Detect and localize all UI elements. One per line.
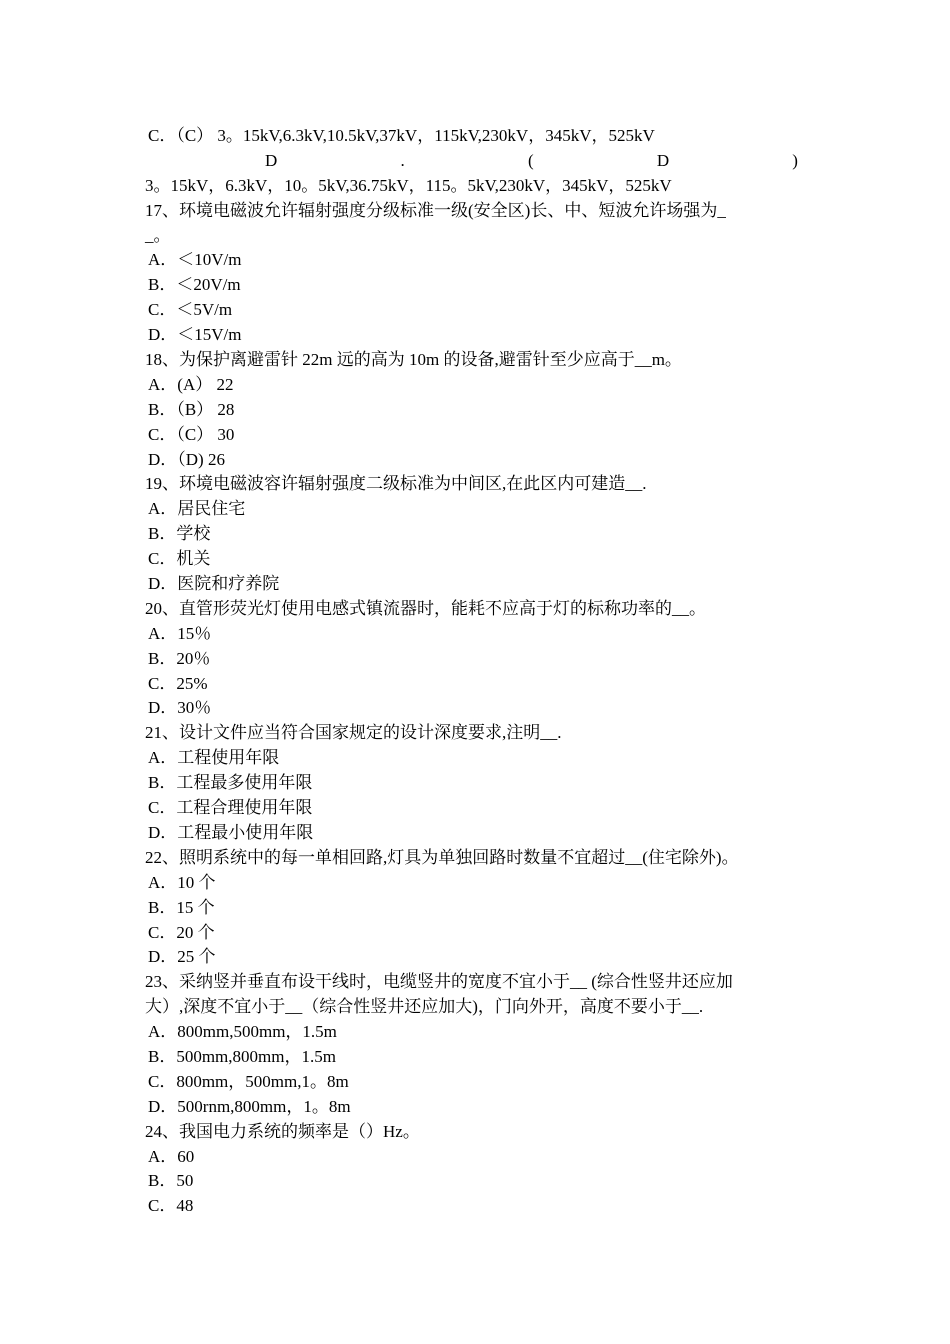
question-text-line: 22、照明系统中的每一单相回路,灯具为单独回路时数量不宜超过__(住宅除外)。 bbox=[145, 847, 739, 867]
answer-option: A．工程使用年限 bbox=[148, 748, 280, 768]
justified-fragment: ( bbox=[527, 150, 534, 170]
answer-option: A．居民住宅 bbox=[148, 499, 246, 519]
question-text-line: 17、环境电磁波允许辐射强度分级标准一级(安全区)长、中、短波允许场强为_ bbox=[145, 200, 726, 220]
question-text-line: 19、环境电磁波容许辐射强度二级标准为中间区,在此区内可建造__. bbox=[145, 474, 647, 494]
justified-fragment: ) bbox=[792, 150, 798, 170]
question-text-line: 18、为保护离避雷针 22m 远的高为 10m 的设备,避雷针至少应高于__m。 bbox=[145, 350, 682, 370]
answer-option: A．800mm,500mm，1.5m bbox=[148, 1022, 337, 1042]
answer-option: A．10 个 bbox=[148, 872, 216, 892]
answer-option: B．500mm,800mm，1.5m bbox=[148, 1046, 336, 1066]
answer-option: D．25 个 bbox=[148, 947, 216, 967]
answer-option: C．800mm，500mm,1。8m bbox=[148, 1071, 349, 1091]
exam-text-body bbox=[145, 124, 810, 1219]
question-text-line: 21、设计文件应当符合国家规定的设计深度要求,注明__. bbox=[145, 723, 562, 743]
answer-option: A．60 bbox=[148, 1146, 195, 1166]
answer-option: B．20％ bbox=[148, 648, 211, 668]
answer-option: B．50 bbox=[148, 1171, 194, 1191]
justified-fragment: D bbox=[265, 150, 278, 170]
answer-option: B．工程最多使用年限 bbox=[148, 773, 313, 793]
answer-option: B．（B） 28 bbox=[148, 399, 235, 419]
answer-option: C．25% bbox=[148, 673, 208, 693]
answer-option: C．机关 bbox=[148, 549, 211, 569]
answer-option: D．（D) 26 bbox=[148, 449, 225, 469]
answer-option: C．48 bbox=[148, 1196, 194, 1216]
answer-option: B．学校 bbox=[148, 524, 211, 544]
answer-option: C．工程合理使用年限 bbox=[148, 798, 313, 818]
question-text-line: 20、直管形荧光灯使用电感式镇流器时，能耗不应高于灯的标称功率的__。 bbox=[145, 598, 706, 618]
question-text-line: 24、我国电力系统的频率是（）Hz。 bbox=[145, 1121, 420, 1141]
answer-option: B．＜20V/m bbox=[148, 275, 241, 295]
justified-fragment: D bbox=[656, 150, 670, 170]
answer-option: D．500rnm,800mm，1。8m bbox=[148, 1096, 351, 1116]
question-text-line: 3。15kV，6.3kV，10。5kV,36.75kV，115。5kV,230kV，345kV，525kV bbox=[145, 175, 672, 195]
question-text-line: _。 bbox=[145, 225, 171, 245]
answer-option: C．（C） 30 bbox=[148, 424, 235, 444]
answer-option: D．医院和疗养院 bbox=[148, 574, 280, 594]
answer-option: D．＜15V/m bbox=[148, 325, 242, 345]
answer-option: D．30％ bbox=[148, 698, 212, 718]
question-text-line: 大）,深度不宜小于__（综合性竖井还应加大)，门向外开，高度不要小于__. bbox=[145, 997, 704, 1017]
answer-option: A．(A） 22 bbox=[148, 374, 234, 394]
answer-option: A．＜10V/m bbox=[148, 250, 242, 270]
answer-option: B．15 个 bbox=[148, 897, 215, 917]
question-text-line: 23、采纳竖并垂直布设干线时，电缆竖井的宽度不宜小于__ (综合性竖井还应加 bbox=[145, 972, 733, 992]
justified-fragment: . bbox=[400, 150, 405, 170]
answer-option: C．＜5V/m bbox=[148, 300, 233, 320]
answer-option: C．（C） 3。15kV,6.3kV,10.5kV,37kV，115kV,230kV，345kV，525kV bbox=[148, 126, 655, 145]
answer-option: C．20 个 bbox=[148, 922, 215, 942]
justified-answer-line bbox=[145, 149, 810, 174]
answer-option: A．15％ bbox=[148, 623, 212, 643]
answer-option: D．工程最小使用年限 bbox=[148, 822, 314, 842]
